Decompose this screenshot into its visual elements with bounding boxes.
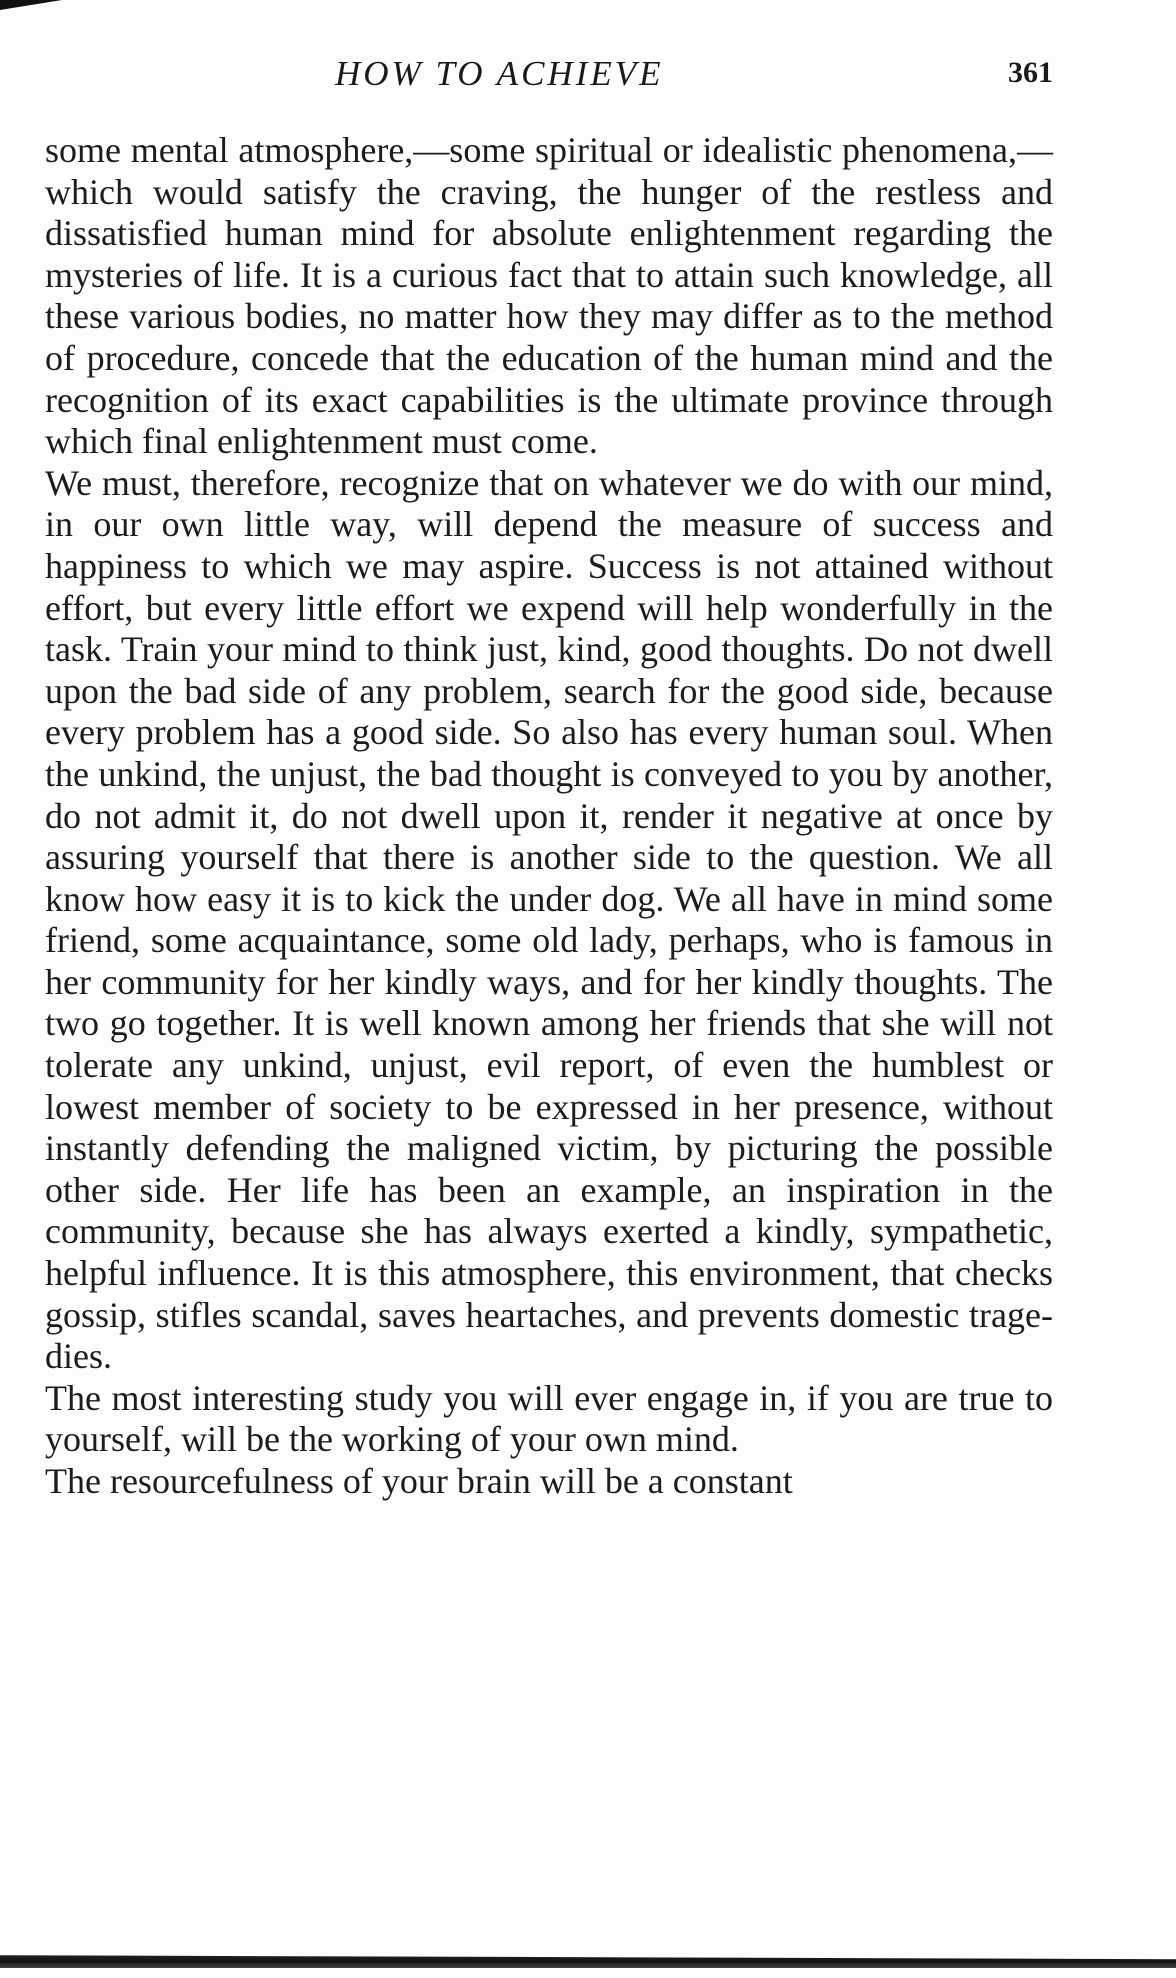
paragraph: The most interesting study you will ever engage in, if you are true to yourself, will be the working of your own mind.	[45, 1377, 1053, 1460]
paragraph: The resourcefulness of your brain will be a constant	[45, 1461, 793, 1501]
paragraph-continued: some mental atmosphere,—some spiritual or idealistic phenomena,—which would satisfy the craving, the hunger of the restless and dissatisfied human mind for absolute enlightenment regarding the mysteries of life. It is a curious fact that to attain such knowledge, all these various bodies, no matter how they may differ as to the method of procedure, concede that the education of the human mind and the recognition of its exact capabilities is the ultimate province through which final enlightenment must come.	[45, 130, 1053, 462]
paragraph: We must, therefore, recognize that on whatever we do with our mind, in our own little way, will depend the measure of success and happiness to which we may aspire. Success is not attained without effort, but every little effort we expend will help wonderfully in the task. Train your mind to think just, kind, good thoughts. Do not dwell upon the bad side of any problem, search for the good side, because every problem has a good side. So also has every human soul. When the unkind, the unjust, the bad thought is conveyed to you by another, do not admit it, do not dwell upon it, render it negative at once by assuring yourself that there is another side to the question. We all know how easy it is to kick the under dog. We all have in mind some friend, some acquaintance, some old lady, perhaps, who is famous in her community for her kindly ways, and for her kindly thoughts. The two go together. It is well known among her friends that she will not tolerate any unkind, unjust, evil report, of even the humblest or lowest member of society to be expressed in her presence, without instantly defending the maligned victim, by picturing the possible other side. Her life has been an example, an inspiration in the community, because she has always exerted a kindly, sympathetic, helpful influence. It is this atmosphere, this environment, that checks gossip, stifles scandal, saves heartaches, and prevents domestic tragedies.	[45, 462, 1053, 1377]
page-corner-mark	[0, 0, 62, 10]
running-head	[45, 54, 1053, 100]
body-text	[45, 130, 1053, 1503]
page-bottom-edge	[0, 1952, 1176, 1968]
running-title: HOW TO ACHIEVE	[335, 54, 664, 93]
page-number: 361	[1008, 56, 1053, 89]
